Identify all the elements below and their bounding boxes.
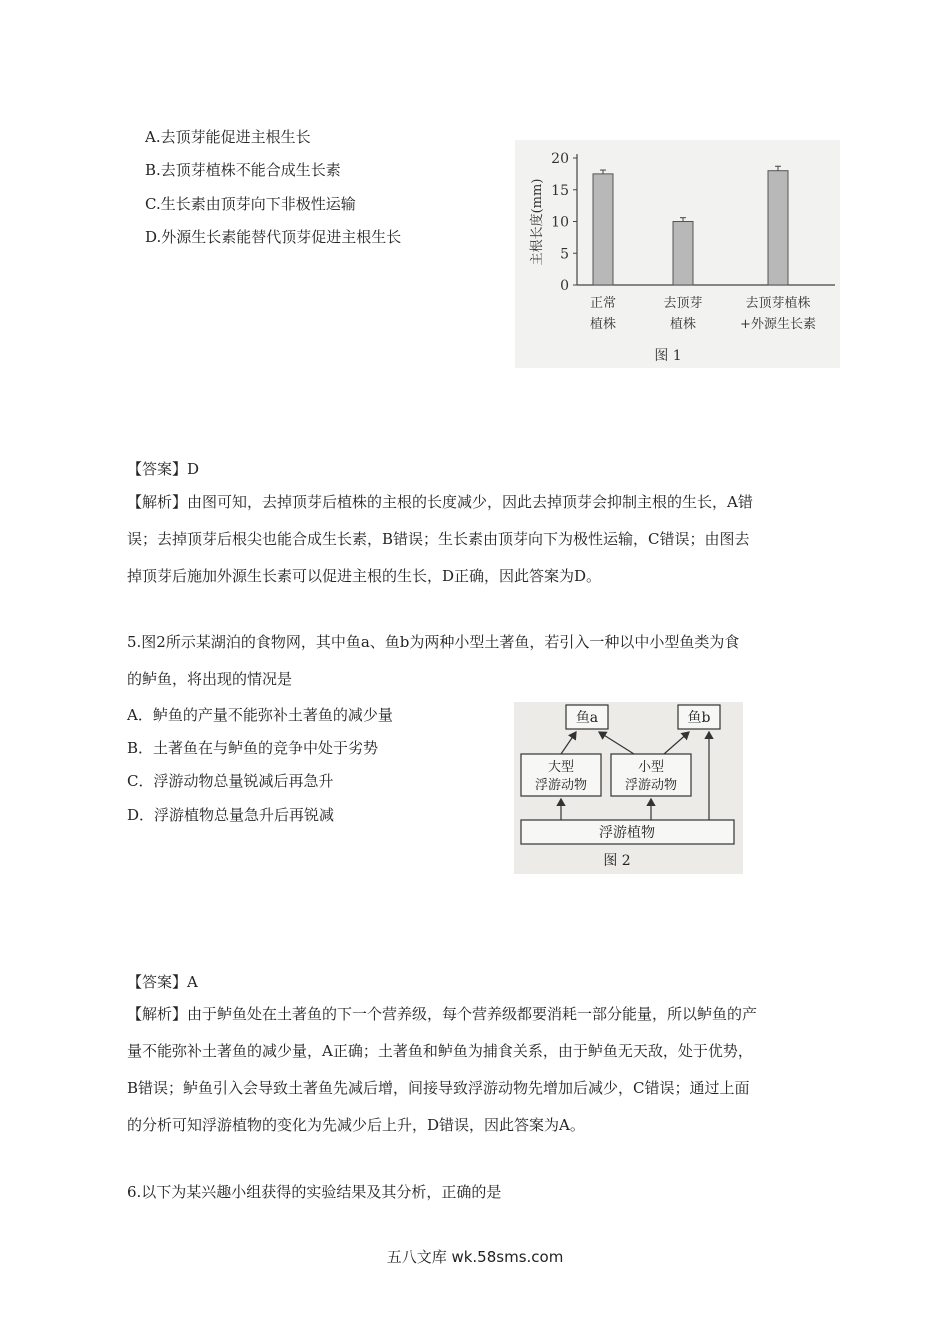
- small-zooplankton-label-2: 浮游动物: [624, 778, 678, 793]
- q5-analysis-line-3: B错误；鲈鱼引入会导致土著鱼先减后增，间接导致浮游动物先增加后减少，C错误；通过上面: [127, 1079, 750, 1097]
- arrow-small-zoo-to-fish-a: [599, 732, 634, 754]
- y-tick-label: 0: [560, 278, 569, 294]
- q5-stem-line-1: 5.图2所示某湖泊的食物网，其中鱼a、鱼b为两种小型土著鱼，若引入一种以中小型鱼类为食: [127, 633, 740, 651]
- y-tick-label: 15: [551, 182, 569, 199]
- y-tick-label: 20: [551, 151, 569, 167]
- category-label-3-1: 去顶芽植株: [745, 296, 811, 311]
- q4-analysis-line-2: 误；去掉顶芽后根尖也能合成生长素，B错误；生长素由顶芽向下为极性运输，C错误；由图去: [127, 530, 750, 548]
- q5-analysis-line-2: 量不能弥补土著鱼的减少量，A正确；土著鱼和鲈鱼为捕食关系，由于鲈鱼无天敌，处于优势，: [127, 1042, 753, 1060]
- q4-option-c: C.生长素由顶芽向下非极性运输: [145, 195, 356, 213]
- q5-answer: 【答案】A: [127, 973, 198, 991]
- q5-option-d: D．浮游植物总量急升后再锐减: [127, 806, 335, 824]
- arrow-large-zoo-to-fish-a: [561, 732, 576, 754]
- phytoplankton-label: 浮游植物: [599, 825, 655, 841]
- q4-analysis: [127, 484, 827, 595]
- small-zooplankton-label-1: 小型: [637, 760, 665, 775]
- arrow-small-zoo-to-fish-b: [664, 732, 689, 754]
- q5-option-a: A．鲈鱼的产量不能弥补土著鱼的减少量: [127, 706, 393, 724]
- bar-2: [673, 222, 693, 286]
- large-zooplankton-label-1: 大型: [547, 760, 575, 775]
- figure-2: [514, 702, 743, 874]
- bar-1: [593, 174, 613, 285]
- category-label-3-2: +外源生长素: [740, 317, 816, 332]
- fish-a-label: 鱼a: [575, 710, 599, 726]
- category-label-1-2: 植株: [589, 317, 617, 332]
- q4-analysis-line-3: 掉顶芽后施加外源生长素可以促进主根的生长，D正确，因此答案为D。: [127, 567, 602, 585]
- figure-2-caption: 图 2: [603, 853, 631, 869]
- page-footer: 五八文库 wk.58sms.com: [386, 1248, 564, 1266]
- chart-title: 图 1: [654, 348, 682, 364]
- q4-analysis-line-1: 【解析】由图可知，去掉顶芽后植株的主根的长度减少，因此去掉顶芽会抑制主根的生长，A错: [127, 493, 753, 511]
- category-label-1-1: 正常: [589, 296, 617, 311]
- large-zooplankton-label-2: 浮游动物: [534, 778, 588, 793]
- q5-stem: [127, 624, 827, 698]
- figure-1: [515, 140, 840, 368]
- q5-option-c: C．浮游动物总量锐减后再急升: [127, 772, 334, 790]
- food-web-diagram: [514, 702, 743, 874]
- q4-answer: 【答案】D: [127, 460, 200, 478]
- y-tick-label: 5: [560, 246, 569, 263]
- category-label-2-2: 植株: [669, 317, 697, 332]
- y-axis-label: 主根长度(mm): [530, 178, 545, 266]
- category-label-2-1: 去顶芽: [663, 296, 703, 311]
- bar-chart: [515, 140, 840, 368]
- q5-option-b: B．土著鱼在与鲈鱼的竞争中处于劣势: [127, 739, 379, 757]
- q5-analysis-line-1: 【解析】由于鲈鱼处在土著鱼的下一个营养级，每个营养级都要消耗一部分能量，所以鲈鱼的产: [127, 1005, 758, 1023]
- q5-stem-line-2: 的鲈鱼，将出现的情况是: [127, 670, 293, 688]
- q6-stem: 6.以下为某兴趣小组获得的实验结果及其分析，正确的是: [127, 1183, 502, 1201]
- y-tick-label: 10: [551, 214, 569, 231]
- q4-option-b: B.去顶芽植株不能合成生长素: [145, 161, 341, 179]
- q4-option-d: D.外源生长素能替代顶芽促进主根生长: [145, 228, 402, 246]
- fish-b-label: 鱼b: [687, 710, 711, 726]
- bar-3: [768, 171, 788, 285]
- q5-analysis-line-4: 的分析可知浮游植物的变化为先减少后上升，D错误，因此答案为A。: [127, 1116, 585, 1134]
- q4-option-a: A.去顶芽能促进主根生长: [145, 128, 311, 146]
- q5-analysis: [127, 996, 827, 1144]
